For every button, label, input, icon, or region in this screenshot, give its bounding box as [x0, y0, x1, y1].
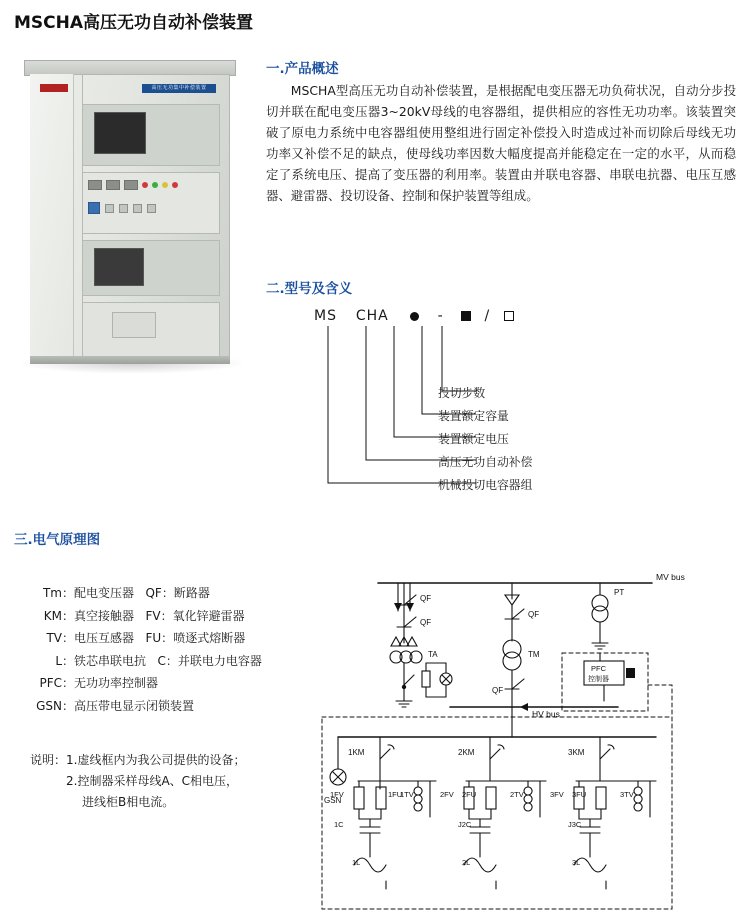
electrical-schematic: [300, 565, 740, 915]
page-title: MSCHA高压无功自动补偿装置: [14, 13, 254, 33]
label-2fv: 2FV: [440, 790, 454, 799]
model-token-cha: CHA: [355, 308, 389, 324]
legend-key2: QF: [145, 586, 162, 600]
model-token-dot-icon: [410, 312, 419, 321]
cabinet-red-label: [40, 84, 68, 92]
label-1tv: 1TV: [400, 790, 414, 799]
model-label-steps: 投切步数: [438, 386, 486, 400]
legend-row: L：铁芯串联电抗 C：并联电力电容器: [30, 650, 262, 673]
legend-row: PFC：无功功率控制器: [30, 672, 262, 695]
meter-icon: [88, 180, 102, 190]
legend-value: 电压互感器: [74, 631, 135, 645]
label-3tv: 3TV: [620, 790, 634, 799]
cabinet-name-plate: 高压无功集中补偿装置: [142, 84, 216, 93]
indicator-red-icon: [172, 182, 178, 188]
cabinet-window-upper: [94, 112, 146, 154]
label-1km: 1KM: [348, 748, 365, 757]
label-qf-4: QF: [492, 686, 504, 695]
label-3c: J3C: [568, 820, 582, 829]
legend-value: 高压带电显示闭锁装置: [74, 698, 195, 713]
legend-row: GSN：高压带电显示闭锁装置: [30, 695, 262, 718]
section-1-heading: 一.产品概述: [266, 61, 339, 77]
label-1fv: 1FV: [330, 790, 344, 799]
label-pfc-cn: 控制器: [588, 676, 609, 683]
model-code-labels: [438, 382, 532, 497]
cabinet-base: [30, 356, 230, 364]
label-qf-3: QF: [528, 610, 540, 619]
legend-value2: 氧化锌避雷器: [172, 608, 245, 623]
label-2fu: 2FU: [462, 790, 477, 799]
label-hv-bus: HV bus: [532, 709, 560, 719]
legend-value: 配电变压器: [74, 586, 135, 600]
cabinet-illustration: [24, 60, 236, 362]
cabinet-vent: [112, 312, 156, 338]
legend-value: 铁芯串联电抗: [74, 653, 147, 668]
legend-key: TV: [46, 631, 62, 645]
control-button-icon: [88, 202, 100, 214]
legend-value2: 并联电力电容器: [177, 653, 262, 668]
legend-list: [30, 582, 262, 717]
label-3fu: 3FU: [572, 790, 587, 799]
label-tm: TM: [528, 650, 540, 659]
note-line-2: 2.控制器采样母线A、C相电压，: [66, 774, 239, 788]
label-3l: 3L: [572, 858, 581, 867]
switch-icon: [105, 204, 114, 213]
meter-icon: [106, 180, 120, 190]
legend-key: Tm: [42, 586, 62, 600]
switch-icon: [133, 204, 142, 213]
section-3-heading: 三.电气原理图: [14, 532, 101, 548]
label-1l: 1L: [352, 858, 361, 867]
legend-key: PFC: [39, 676, 62, 690]
product-photo: [14, 52, 250, 382]
legend-value: 真空接触器: [74, 608, 135, 623]
note-line-1: 说明：1.虚线框内为我公司提供的设备；: [30, 753, 246, 767]
label-2l: 2L: [462, 858, 471, 867]
schematic-svg: [300, 565, 740, 915]
cabinet-switch-row: [88, 200, 214, 216]
legend-key2: FV: [145, 608, 161, 623]
indicator-yellow-icon: [162, 182, 168, 188]
model-token-ms: MS: [314, 308, 337, 324]
label-qf-2: QF: [420, 618, 432, 627]
legend-key: L: [55, 653, 62, 668]
legend-row: TV：电压互感器 FU：喷逐式熔断器: [30, 627, 262, 650]
label-2tv: 2TV: [510, 790, 524, 799]
legend-value2: 喷逐式熔断器: [173, 631, 246, 645]
indicator-red-icon: [142, 182, 148, 188]
switch-icon: [147, 204, 156, 213]
model-token-open-square-icon: [504, 311, 514, 321]
legend-key: GSN: [36, 698, 62, 713]
legend-key2: FU: [145, 631, 162, 645]
indicator-green-icon: [152, 182, 158, 188]
cabinet-window-middle: [94, 248, 144, 286]
legend-key2: C: [157, 653, 166, 668]
section-1-body: MSCHA型高压无功自动补偿装置，是根据配电变压器无功负荷状况，自动分步投切并联在配电变压器3~20kV母线的电容器组，提供相应的容性无功功率。该装置突破了原电力系统中电容器组使用整组进行固定补偿投入时造成过补而切除后母线无功功率又补偿不足的缺点，使母线功率因数大幅度提高并能稳定在一定的水平，从而稳定了系统电压、提高了变压器的利用率。装置由并联电容器、串联电抗器、电压互感器、避雷器、投切设备、控制和保护装置等组成。: [266, 83, 736, 203]
label-pt: PT: [614, 588, 625, 597]
section-2-heading: 二.型号及含义: [266, 281, 353, 297]
label-pfc: PFC: [591, 664, 606, 673]
legend-key: KM: [43, 608, 62, 623]
legend-value2: 断路器: [173, 586, 210, 600]
label-mv-bus: MV bus: [656, 572, 685, 582]
legend-row: Tm：配电变压器 QF：断路器: [30, 582, 262, 605]
diagram-note: [30, 750, 245, 813]
model-code-diagram: [266, 300, 736, 500]
cabinet-left-column: [30, 74, 74, 362]
model-token-dash: -: [437, 308, 444, 324]
model-label-voltage: 装置额定电压: [438, 432, 509, 446]
switch-icon: [119, 204, 128, 213]
label-1c: 1C: [334, 820, 344, 829]
label-ta: TA: [428, 650, 438, 659]
model-token-filled-square-icon: [461, 311, 471, 321]
model-token-slash: /: [484, 308, 491, 324]
label-qf-1: QF: [420, 594, 432, 603]
label-3fv: 3FV: [550, 790, 564, 799]
model-label-hv-comp: 高压无功自动补偿: [438, 455, 533, 469]
label-2km: 2KM: [458, 748, 475, 757]
model-code-row: [314, 308, 514, 324]
cabinet-meter-row: [88, 178, 214, 192]
label-gsn: GSN: [324, 796, 342, 805]
legend-row: KM：真空接触器 FV：氧化锌避雷器: [30, 605, 262, 628]
model-label-mscg: 机械投切电容器组: [438, 478, 533, 492]
label-2c: J2C: [458, 820, 472, 829]
label-1fu: 1FU: [388, 790, 403, 799]
note-line-3: 进线柜B相电流。: [82, 795, 175, 809]
meter-icon: [124, 180, 138, 190]
model-label-capacity: 装置额定容量: [438, 409, 509, 423]
legend-value: 无功功率控制器: [74, 676, 159, 690]
label-3km: 3KM: [568, 748, 585, 757]
